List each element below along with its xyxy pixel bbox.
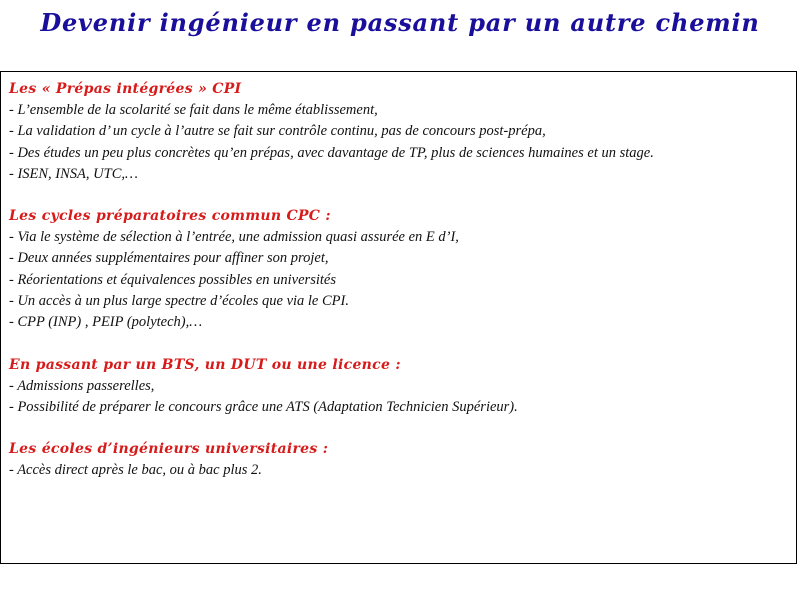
list-item: - Possibilité de préparer le concours grâce une ATS (Adaptation Technicien Supérieur). [9, 398, 518, 415]
list-item: - Via le système de sélection à l’entrée, une admission quasi assurée en E d’I, [9, 229, 459, 246]
list-item: - Accès direct après le bac, ou à bac plus 2. [9, 462, 262, 479]
list-item: - CPP (INP) , PEIP (polytech),… [9, 314, 203, 331]
section-heading: En passant par un BTS, un DUT ou une licence : [9, 356, 401, 373]
list-item: - Un accès à un plus large spectre d’écoles que via le CPI. [9, 293, 349, 310]
section-heading: Les « Prépas intégrées » CPI [9, 81, 242, 97]
list-item: - Admissions passerelles, [9, 377, 155, 394]
list-item: - La validation d’ un cycle à l’autre se fait sur contrôle continu, pas de concours post-prépa, [9, 123, 546, 140]
section-prepas-integrees [9, 79, 788, 185]
list-item: - ISEN, INSA, UTC,… [9, 165, 138, 182]
list-item: - Deux années supplémentaires pour affiner son projet, [9, 250, 329, 267]
list-item: - Réorientations et équivalences possibles en universités [9, 271, 336, 288]
content-box [0, 71, 797, 564]
list-item: - L’ensemble de la scolarité se fait dans le même établissement, [9, 102, 378, 118]
page-title: Devenir ingénieur en passant par un autre chemin [40, 8, 760, 37]
section-ecoles-universitaires [9, 439, 788, 481]
section-bts-dut-licence [9, 355, 788, 419]
list-item: - Des études un peu plus concrètes qu’en prépas, avec davantage de TP, plus de sciences humaines et un stage. [9, 144, 654, 161]
section-heading: Les cycles préparatoires commun CPC : [9, 208, 331, 225]
section-cycles-preparatoires [9, 206, 788, 333]
section-heading: Les écoles d’ingénieurs universitaires : [9, 441, 329, 458]
